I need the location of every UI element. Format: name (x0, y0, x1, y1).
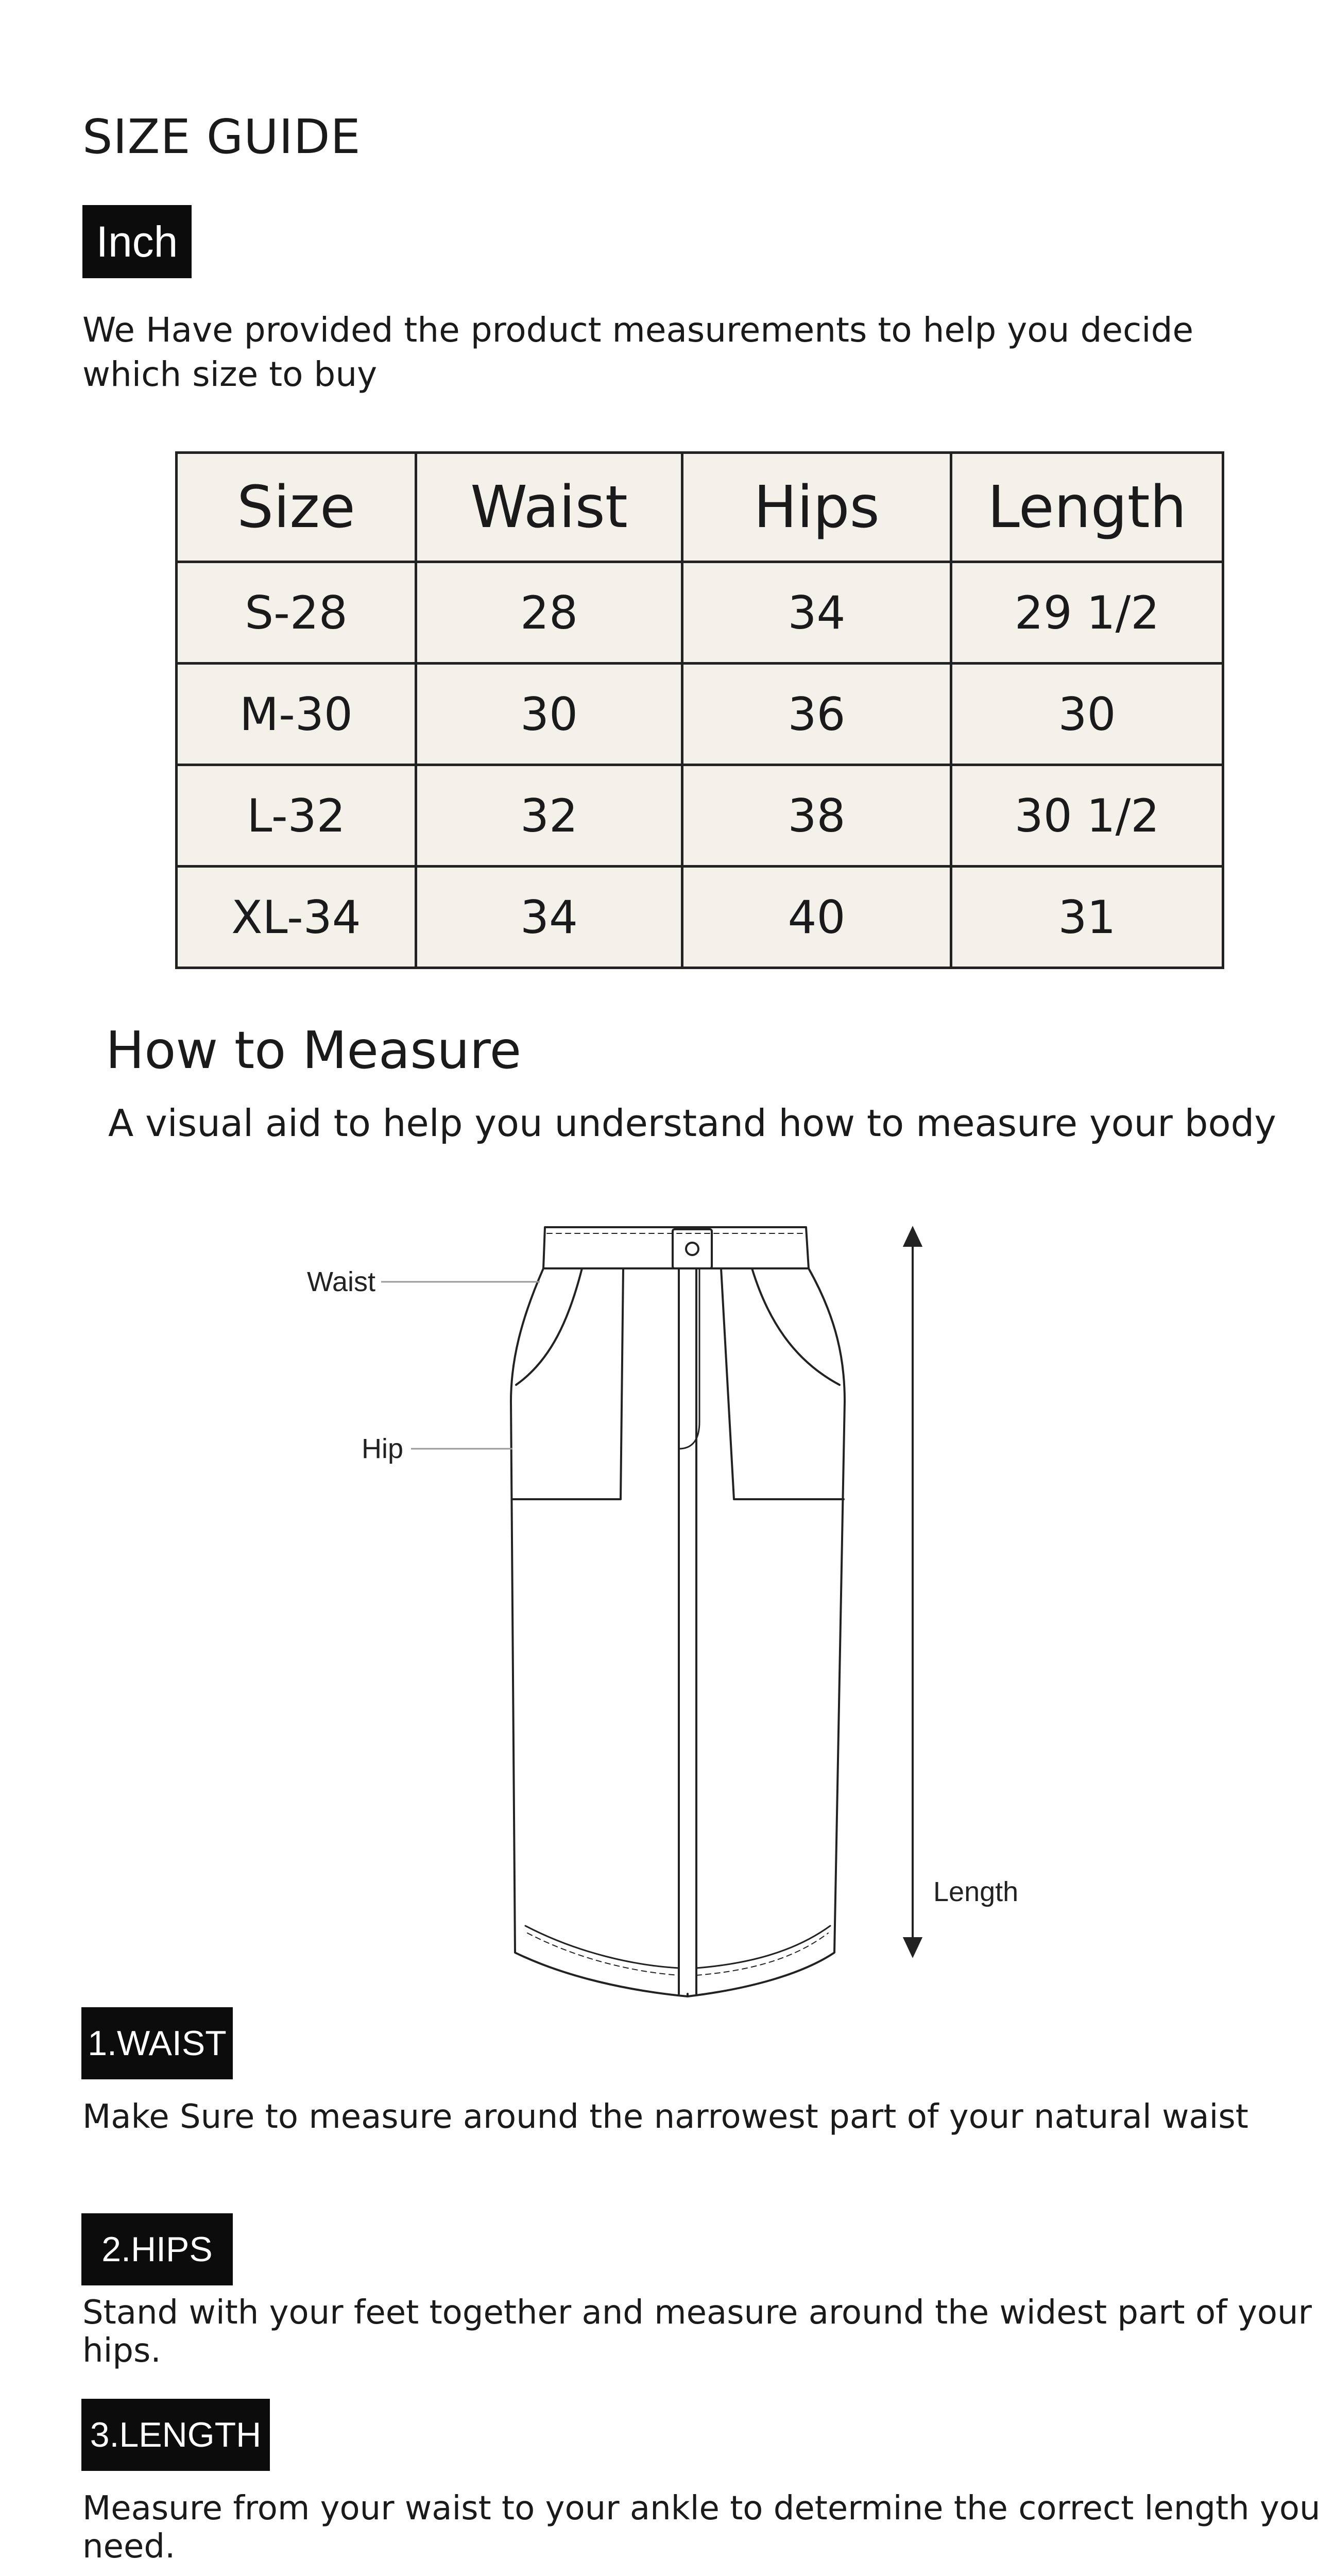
size-table (175, 451, 1224, 969)
header-size: Size (177, 453, 416, 562)
table-header-row (177, 453, 1223, 562)
length-arrow-head-top (904, 1228, 921, 1246)
cell-length: 29 1/2 (951, 562, 1223, 664)
intro-text: We Have provided the product measurements to help you decide which size to buy (82, 310, 1194, 394)
cell-length: 30 (951, 664, 1223, 765)
button-tab (673, 1229, 712, 1268)
cell-waist: 32 (416, 765, 682, 867)
step-badge-waist: 1.WAIST (81, 2007, 233, 2079)
cell-hips: 34 (682, 562, 951, 664)
waistband (543, 1227, 809, 1268)
cell-hips: 36 (682, 664, 951, 765)
cell-waist: 34 (416, 867, 682, 968)
length-label: Length (933, 1876, 1019, 1907)
front-slit (679, 1268, 696, 1994)
step-text-waist: Make Sure to measure around the narrowest part of your natural waist (82, 2098, 1248, 2136)
table-row (177, 867, 1223, 968)
hip-label: Hip (362, 1433, 404, 1464)
step-badge-hips: 2.HIPS (81, 2213, 233, 2285)
cell-length: 31 (951, 867, 1223, 968)
length-arrow-head-bottom (904, 1938, 921, 1956)
cell-waist: 30 (416, 664, 682, 765)
skirt-diagram (0, 1185, 1335, 2020)
header-length: Length (951, 453, 1223, 562)
table-row (177, 562, 1223, 664)
cell-size: S-28 (177, 562, 416, 664)
cell-waist: 28 (416, 562, 682, 664)
header-hips: Hips (682, 453, 951, 562)
table-row (177, 664, 1223, 765)
waist-label: Waist (307, 1266, 375, 1297)
step-text-hips: Stand with your feet together and measure around the widest part of your hips. (82, 2294, 1312, 2370)
unit-badge: Inch (82, 205, 192, 278)
how-to-subtitle: A visual aid to help you understand how to measure your body (108, 1101, 1276, 1145)
page-title: SIZE GUIDE (82, 109, 361, 164)
button-icon (686, 1243, 698, 1255)
cell-length: 30 1/2 (951, 765, 1223, 867)
left-pocket (516, 1268, 582, 1385)
header-waist: Waist (416, 453, 682, 562)
cell-hips: 38 (682, 765, 951, 867)
cell-size: L-32 (177, 765, 416, 867)
right-pocket (752, 1268, 840, 1385)
cell-hips: 40 (682, 867, 951, 968)
table-row (177, 765, 1223, 867)
step-badge-length: 3.LENGTH (81, 2399, 270, 2471)
cell-size: M-30 (177, 664, 416, 765)
cell-size: XL-34 (177, 867, 416, 968)
step-text-length: Measure from your waist to your ankle to determine the correct length you need. (82, 2489, 1321, 2566)
how-to-title: How to Measure (106, 1020, 522, 1080)
